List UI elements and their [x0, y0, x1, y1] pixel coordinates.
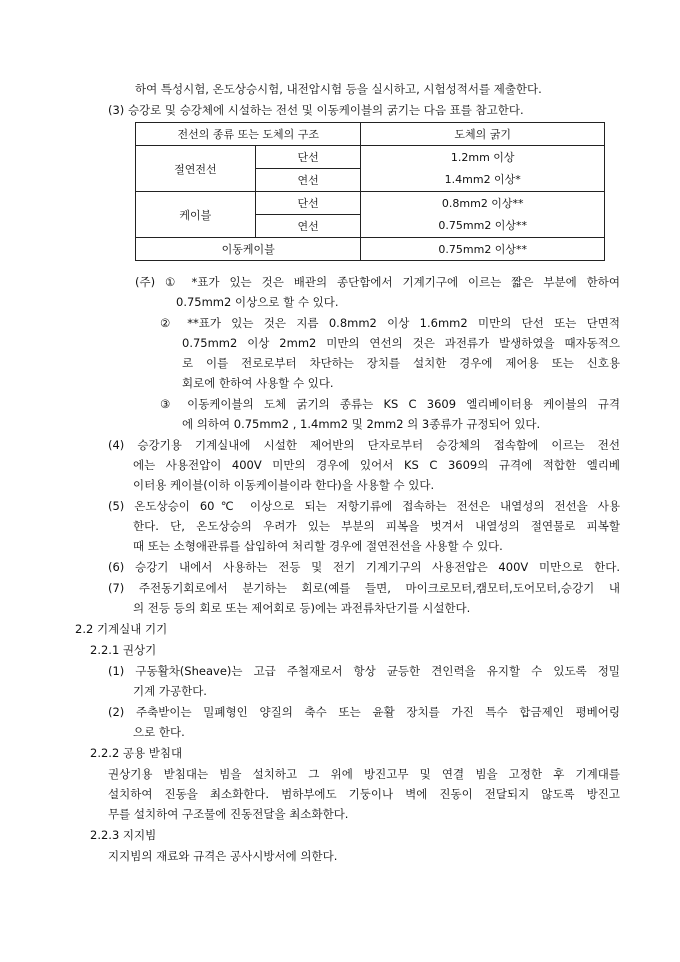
paragraph-line: 무를 설치하여 구조물에 진동전달을 최소화한다. — [108, 807, 349, 821]
item-7-line: 의 전등 등의 회로 또는 제어회로 등)에는 과전류차단기를 시설한다. — [133, 601, 471, 615]
subsection-heading-2-2-3: 2.2.3 지지빔 — [90, 828, 157, 842]
note-2-line: 회로에 한하여 사용할 수 있다. — [182, 376, 334, 390]
note-2-line: ② **표가 있는 것은 지름 0.8mm2 이상 1.6mm2 미만의 단선 또는 단면적 — [160, 316, 620, 330]
table-cell-moving-cable: 이동케이블 — [136, 238, 361, 261]
note-3-line: ③ 이동케이블의 도체 굵기의 종류는 KS C 3609 엘리베이터용 케이블의 규격 — [160, 397, 620, 411]
table-cell-insulated-wire: 절연전선 — [136, 146, 256, 192]
table-cell-single: 단선 — [255, 146, 361, 169]
note-1-line: 0.75mm2 이상으로 할 수 있다. — [176, 295, 339, 309]
subsection-heading-2-2-1: 2.2.1 권상기 — [90, 643, 157, 657]
table-value: 1.2mm 이상 — [450, 150, 515, 164]
table-value: 0.75mm2 이상** — [361, 238, 605, 261]
table-row — [136, 238, 605, 261]
item-2-line: 으로 한다. — [133, 725, 185, 739]
table-row — [136, 146, 605, 169]
item-4-line: 에는 사용전압이 400V 미만의 경우에 있어서 KS C 3609의 규격에 적합한 엘리베 — [133, 458, 620, 472]
paragraph-line: 권상기용 받침대는 빔을 설치하고 그 위에 방진고무 및 연결 빔을 고정한 후 기계대를 — [108, 767, 620, 781]
table-cell-cable: 케이블 — [136, 192, 256, 238]
item-6-line: (6) 승강기 내에서 사용하는 전등 및 전기 기계기구의 사용전압은 400V 미만으로 한다. — [108, 560, 620, 574]
note-1-line: (주) ① *표가 있는 것은 배관의 종단함에서 기계기구에 이르는 짧은 부분에 한하여 — [135, 275, 620, 289]
table-cell-cable-values — [361, 192, 605, 238]
item-1-line: 기계 가공한다. — [133, 684, 207, 698]
table-value: 0.75mm2 이상** — [438, 218, 528, 232]
text-line: 하여 특성시험, 온도상승시험, 내전압시험 등을 실시하고, 시험성적서를 제출한다. — [135, 82, 542, 96]
item-5-line: 한다. 단, 온도상승의 우려가 있는 부분의 피복을 벗겨서 내열성의 절연물로 피복할 — [133, 519, 620, 533]
wire-gauge-table — [135, 122, 605, 261]
table-cell-single: 단선 — [255, 192, 361, 215]
item-4-line: 이터용 케이블(이하 이동케이블이라 한다)을 사용할 수 있다. — [133, 478, 435, 492]
table-cell-stranded: 연선 — [255, 215, 361, 238]
item-1-line: (1) 구동활차(Sheave)는 고급 주철재로서 항상 균등한 견인력을 유지할 수 있도록 정밀 — [108, 664, 620, 678]
table-value: 0.8mm2 이상** — [441, 196, 524, 210]
table-row — [136, 192, 605, 215]
section-heading-2-2: 2.2 기계실내 기기 — [75, 622, 168, 636]
note-2-line: 로 이를 전로로부터 차단하는 장치를 설치한 경우에 제어용 또는 신호용 — [182, 356, 620, 370]
table-header-row — [136, 123, 605, 146]
table-header-wire-type: 전선의 종류 또는 도체의 구조 — [136, 123, 361, 146]
paragraph-line: 지지빔의 재료와 규격은 공사시방서에 의한다. — [108, 849, 338, 863]
item-4-line: (4) 승강기용 기계실내에 시설한 제어반의 단자로부터 승강체의 접속함에 이르는 전선 — [108, 438, 620, 452]
table-header-gauge: 도체의 굵기 — [361, 123, 605, 146]
table-cell-insulated-values — [361, 146, 605, 192]
note-3-line: 에 의하여 0.75mm2 , 1.4mm2 및 2mm2 의 3종류가 규정되어 있다. — [182, 417, 541, 431]
paragraph-line: 설치하여 진동을 최소화한다. 범하부에도 기둥이나 벽에 진동이 전달되지 않도록 방진고 — [108, 787, 620, 801]
item-3-text: (3) 승강로 및 승강체에 시설하는 전선 및 이동케이블의 굵기는 다음 표를 참고한다. — [108, 103, 524, 117]
item-2-line: (2) 주축받이는 밀폐형인 양질의 축수 또는 윤활 장치를 가진 특수 합금제인 평베어링 — [108, 705, 620, 719]
item-7-line: (7) 주전동기회로에서 분기하는 회로(예를 들면, 마이크로모터,캠모터,도어모터,승강기 내 — [108, 581, 620, 595]
item-5-line: (5) 온도상승이 60℃ 이상으로 되는 저항기류에 접속하는 전선은 내열성의 전선을 사용 — [108, 499, 620, 513]
subsection-heading-2-2-2: 2.2.2 공용 받침대 — [90, 746, 183, 760]
note-2-line: 0.75mm2 이상 2mm2 미만의 연선의 것은 과전류가 발생하였을 때자동적으 — [182, 336, 620, 350]
table-cell-stranded: 연선 — [255, 169, 361, 192]
item-5-line: 때 또는 소형애관류를 삽입하여 처리할 경우에 절연전선을 사용할 수 있다. — [133, 539, 503, 553]
table-value: 1.4mm2 이상* — [444, 172, 521, 186]
